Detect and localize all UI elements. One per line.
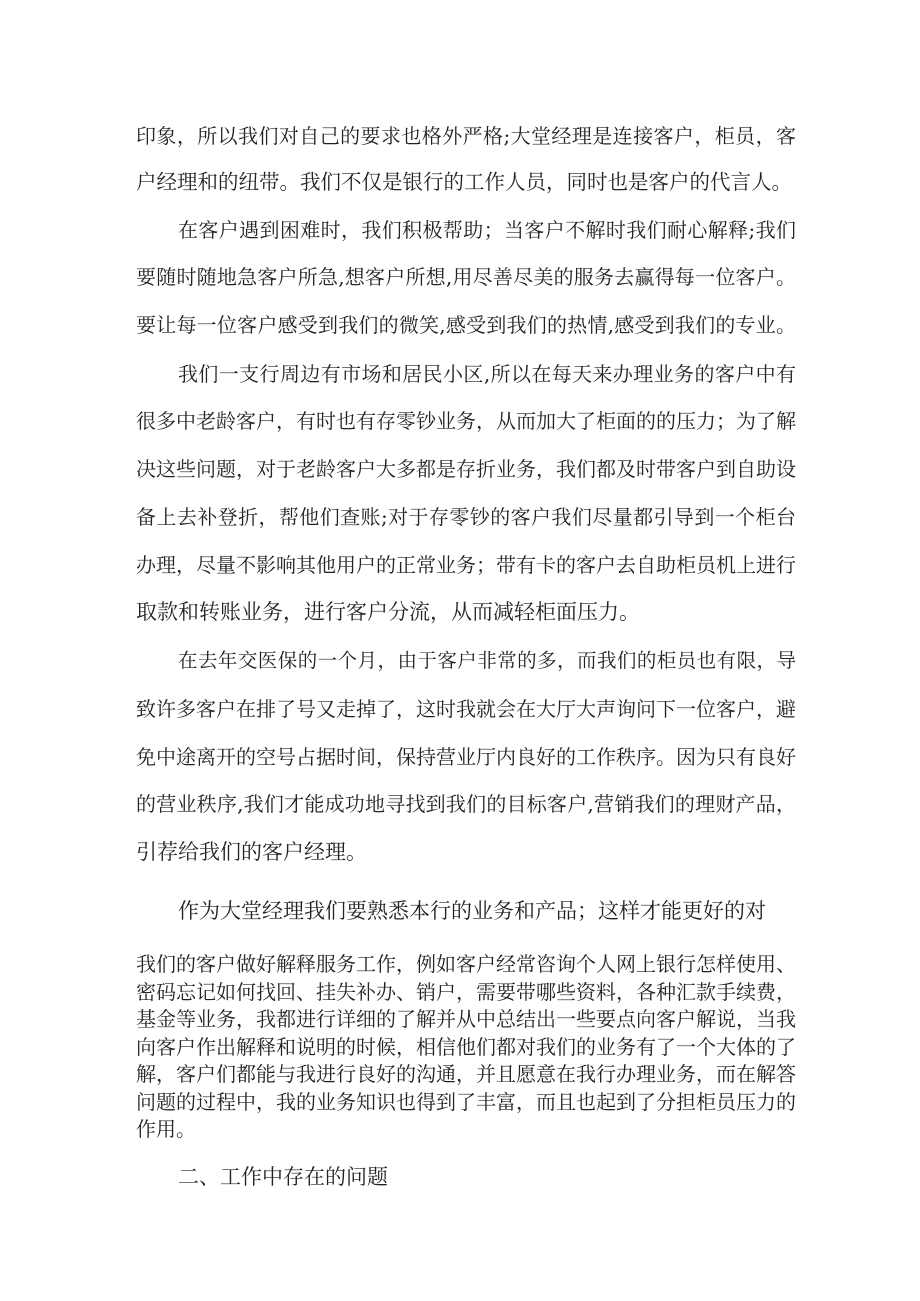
paragraph-6-line-1: 我们的客户做好解释服务工作，例如客户经常咨询个人网上银行怎样使用、 [136,952,796,976]
paragraph-3-line-6: 取款和转账业务，进行客户分流，从而减轻柜面压力。 [136,600,640,624]
paragraph-4-line-4: 的营业秩序,我们才能成功地寻找到我们的目标客户,营销我们的理财产品， [136,792,796,816]
paragraph-3-line-5: 办理，尽量不影响其他用户的正常业务；带有卡的客户去自助柜员机上进行 [136,553,796,577]
paragraph-3-line-2: 很多中老龄客户，有时也有存零钞业务，从而加大了柜面的的压力；为了解 [136,409,796,433]
paragraph-6-line-6: 问题的过程中，我的业务知识也得到了丰富，而且也起到了分担柜员压力的 [136,1090,796,1114]
paragraph-6-line-4: 向客户作出解释和说明的时候，相信他们都对我们的业务有了一个大体的了 [136,1035,796,1059]
paragraph-1-line-2: 户经理和的纽带。我们不仅是银行的工作人员，同时也是客户的代言人。 [136,170,792,194]
paragraph-4-line-2: 致许多客户在排了号又走掉了，这时我就会在大厅大声询问下一位客户，避 [136,697,796,721]
paragraph-6-line-5: 解，客户们都能与我进行良好的沟通，并且愿意在我行办理业务，而在解答 [136,1062,796,1086]
paragraph-6-line-7: 作用。 [136,1117,196,1141]
paragraph-3-line-4: 备上去补登折，帮他们查账;对于存零钞的客户我们尽量都引导到一个柜台 [136,505,796,529]
paragraph-4-line-1: 在去年交医保的一个月，由于客户非常的多，而我们的柜员也有限，导 [178,649,796,672]
paragraph-4-line-3: 免中途离开的空号占据时间，保持营业厅内良好的工作秩序。因为只有良好 [136,745,796,769]
paragraph-2-line-1: 在客户遇到困难时，我们积极帮助；当客户不解时我们耐心解释;我们 [178,218,796,242]
paragraph-6-line-3: 基金等业务，我都进行详细的了解并从中总结出一些要点向客户解说，当我 [136,1007,796,1031]
paragraph-3-line-3: 决这些问题，对于老龄客户大多都是存折业务，我们都及时带客户到自助设 [136,457,796,481]
paragraph-4-line-5: 引荐给我们的客户经理。 [136,840,367,864]
section-heading: 二、工作中存在的问题 [178,1165,388,1189]
paragraph-3-line-1: 我们一支行周边有市场和居民小区,所以在每天来办理业务的客户中有 [178,362,796,386]
paragraph-2-line-3: 要让每一位客户感受到我们的微笑,感受到我们的热情,感受到我们的专业。 [136,313,796,337]
paragraph-6-line-2: 密码忘记如何找回、挂失补办、销户，需要带哪些资料，各种汇款手续费， [136,980,796,1004]
paragraph-2-line-2: 要随时随地急客户所急,想客户所想,用尽善尽美的服务去赢得每一位客户。 [136,265,796,289]
paragraph-1-line-1: 印象，所以我们对自己的要求也格外严格;大堂经理是连接客户，柜员，客 [136,124,796,148]
paragraph-5-line-1: 作为大堂经理我们要熟悉本行的业务和产品；这样才能更好的对 [178,899,766,923]
